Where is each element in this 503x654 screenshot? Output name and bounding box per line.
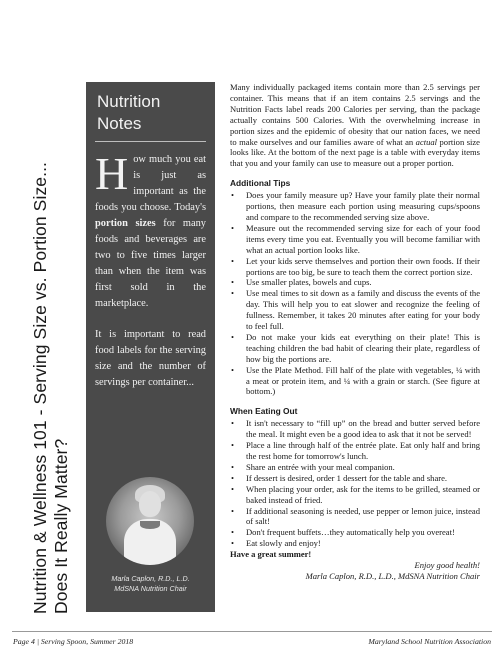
- sidebar-body: [86, 142, 215, 391]
- sidebar-heading-line-2: Notes: [97, 114, 142, 133]
- tips-heading: Additional Tips: [230, 178, 291, 189]
- sidebar-intro: [95, 148, 206, 312]
- list-item: • Use meal times to sit down as a family and discuss the events of the day. This will help you to eat slower and recognize the feeling of fullness. Remember, it takes 20 minutes after eating for your body to feel full.: [230, 288, 480, 332]
- list-item: • Share an entrée with your meal companion.: [230, 462, 480, 473]
- list-item: • Do not make your kids eat everything on their plate! This is teaching children the bad habit of clearing their plate, regardless of how big the portions are.: [230, 332, 480, 365]
- intro-italic: actual: [415, 136, 438, 147]
- list-item: • Let your kids serve themselves and portion their own foods. If their portions are too big, be sure to teach them the correct portion size.: [230, 256, 480, 278]
- list-item: • When placing your order, ask for the items to be grilled, steamed or baked instead of fried.: [230, 484, 480, 506]
- list-item: • It isn't necessary to “fill up” on the bread and butter served before the meal. It might even be a good idea to ask that it not be served!: [230, 418, 480, 440]
- closing-line: Have a great summer!: [230, 549, 312, 560]
- eating-out-list: [230, 418, 480, 549]
- list-item: • Does your family measure up? Have your family plate their normal portions, then measure each portion using measuring cups/spoons and compare to the recommended serving size above.: [230, 190, 480, 223]
- nutrition-notes-sidebar: [86, 82, 215, 612]
- list-item: • Measure out the recommended serving size for each of your food items every time you eat. Eventually you will become familiar with what an actual portion looks like.: [230, 223, 480, 256]
- sidebar-para-2: It is important to read food labels for the serving size and the number of servings per container...: [95, 329, 206, 388]
- article-body: [230, 82, 480, 582]
- list-item: • If additional seasoning is needed, use pepper or lemon juice, instead of salt!: [230, 506, 480, 528]
- article-intro: [230, 82, 480, 169]
- list-item: • Use the Plate Method. Fill half of the plate with vegetables, ¼ with a meat or protein item, and ¼ with a grain or starch. (See figure at bottom.): [230, 365, 480, 398]
- sidebar-intro-end: for many foods and beverages are two to five times larger than when the item was first sold in the marketplace.: [95, 218, 206, 309]
- tips-list: [230, 190, 480, 397]
- author-photo: [106, 477, 194, 565]
- footer-divider: [12, 631, 492, 632]
- vertical-page-title: [30, 74, 72, 614]
- drop-cap: H: [95, 148, 129, 199]
- intro-part-2: portion size looks like. At the bottom of the next page is a table with everyday items that you and your family can use to measure out a proper portion.: [230, 136, 480, 169]
- footer-organization: Maryland School Nutrition Association: [368, 637, 491, 646]
- signature-line-2: Marla Caplon, R.D., L.D., MdSNA Nutrition Chair: [305, 570, 480, 581]
- caption-name: Marla Caplon, R.D., L.D.: [111, 574, 190, 583]
- title-line-2: Does It Really Matter?: [51, 438, 71, 614]
- caption-title: MdSNA Nutrition Chair: [114, 584, 187, 593]
- photo-caption: [86, 574, 215, 594]
- sidebar-intro-text: ow much you eat is just as important as the foods you choose. Today's: [95, 154, 206, 213]
- footer-page-info: Page 4 | Serving Spoon, Summer 2018: [13, 637, 134, 646]
- intro-part-1: Many individually packaged items contain more than 2.5 servings per container. This means that if an item contains 2.5 servings and the Nutrition Facts label reads 200 Calories per serving, than the package actually contains 500 Calories. With the overwhelming increase in portion sizes and the epidemic of obesity that our nation faces, we need to make ourselves and our families aware of what an: [230, 82, 480, 147]
- list-item: • Don't frequent buffets…they automatically help you overeat!: [230, 527, 480, 538]
- list-item: • Place a line through half of the entrée plate. Eat only half and bring the rest home for tomorrow's lunch.: [230, 440, 480, 462]
- list-item: • Eat slowly and enjoy!: [230, 538, 480, 549]
- list-item: • Use smaller plates, bowels and cups.: [230, 277, 480, 288]
- list-item: • If dessert is desired, order 1 dessert for the table and share.: [230, 473, 480, 484]
- title-line-1: Nutrition & Wellness 101 - Serving Size vs. Portion Size...: [30, 161, 50, 614]
- eating-out-heading: When Eating Out: [230, 406, 298, 417]
- signature-line-1: Enjoy good health!: [414, 560, 480, 571]
- sidebar-intro-bold: portion sizes: [95, 218, 156, 229]
- sidebar-heading: [86, 82, 215, 135]
- sidebar-heading-line-1: Nutrition: [97, 92, 161, 111]
